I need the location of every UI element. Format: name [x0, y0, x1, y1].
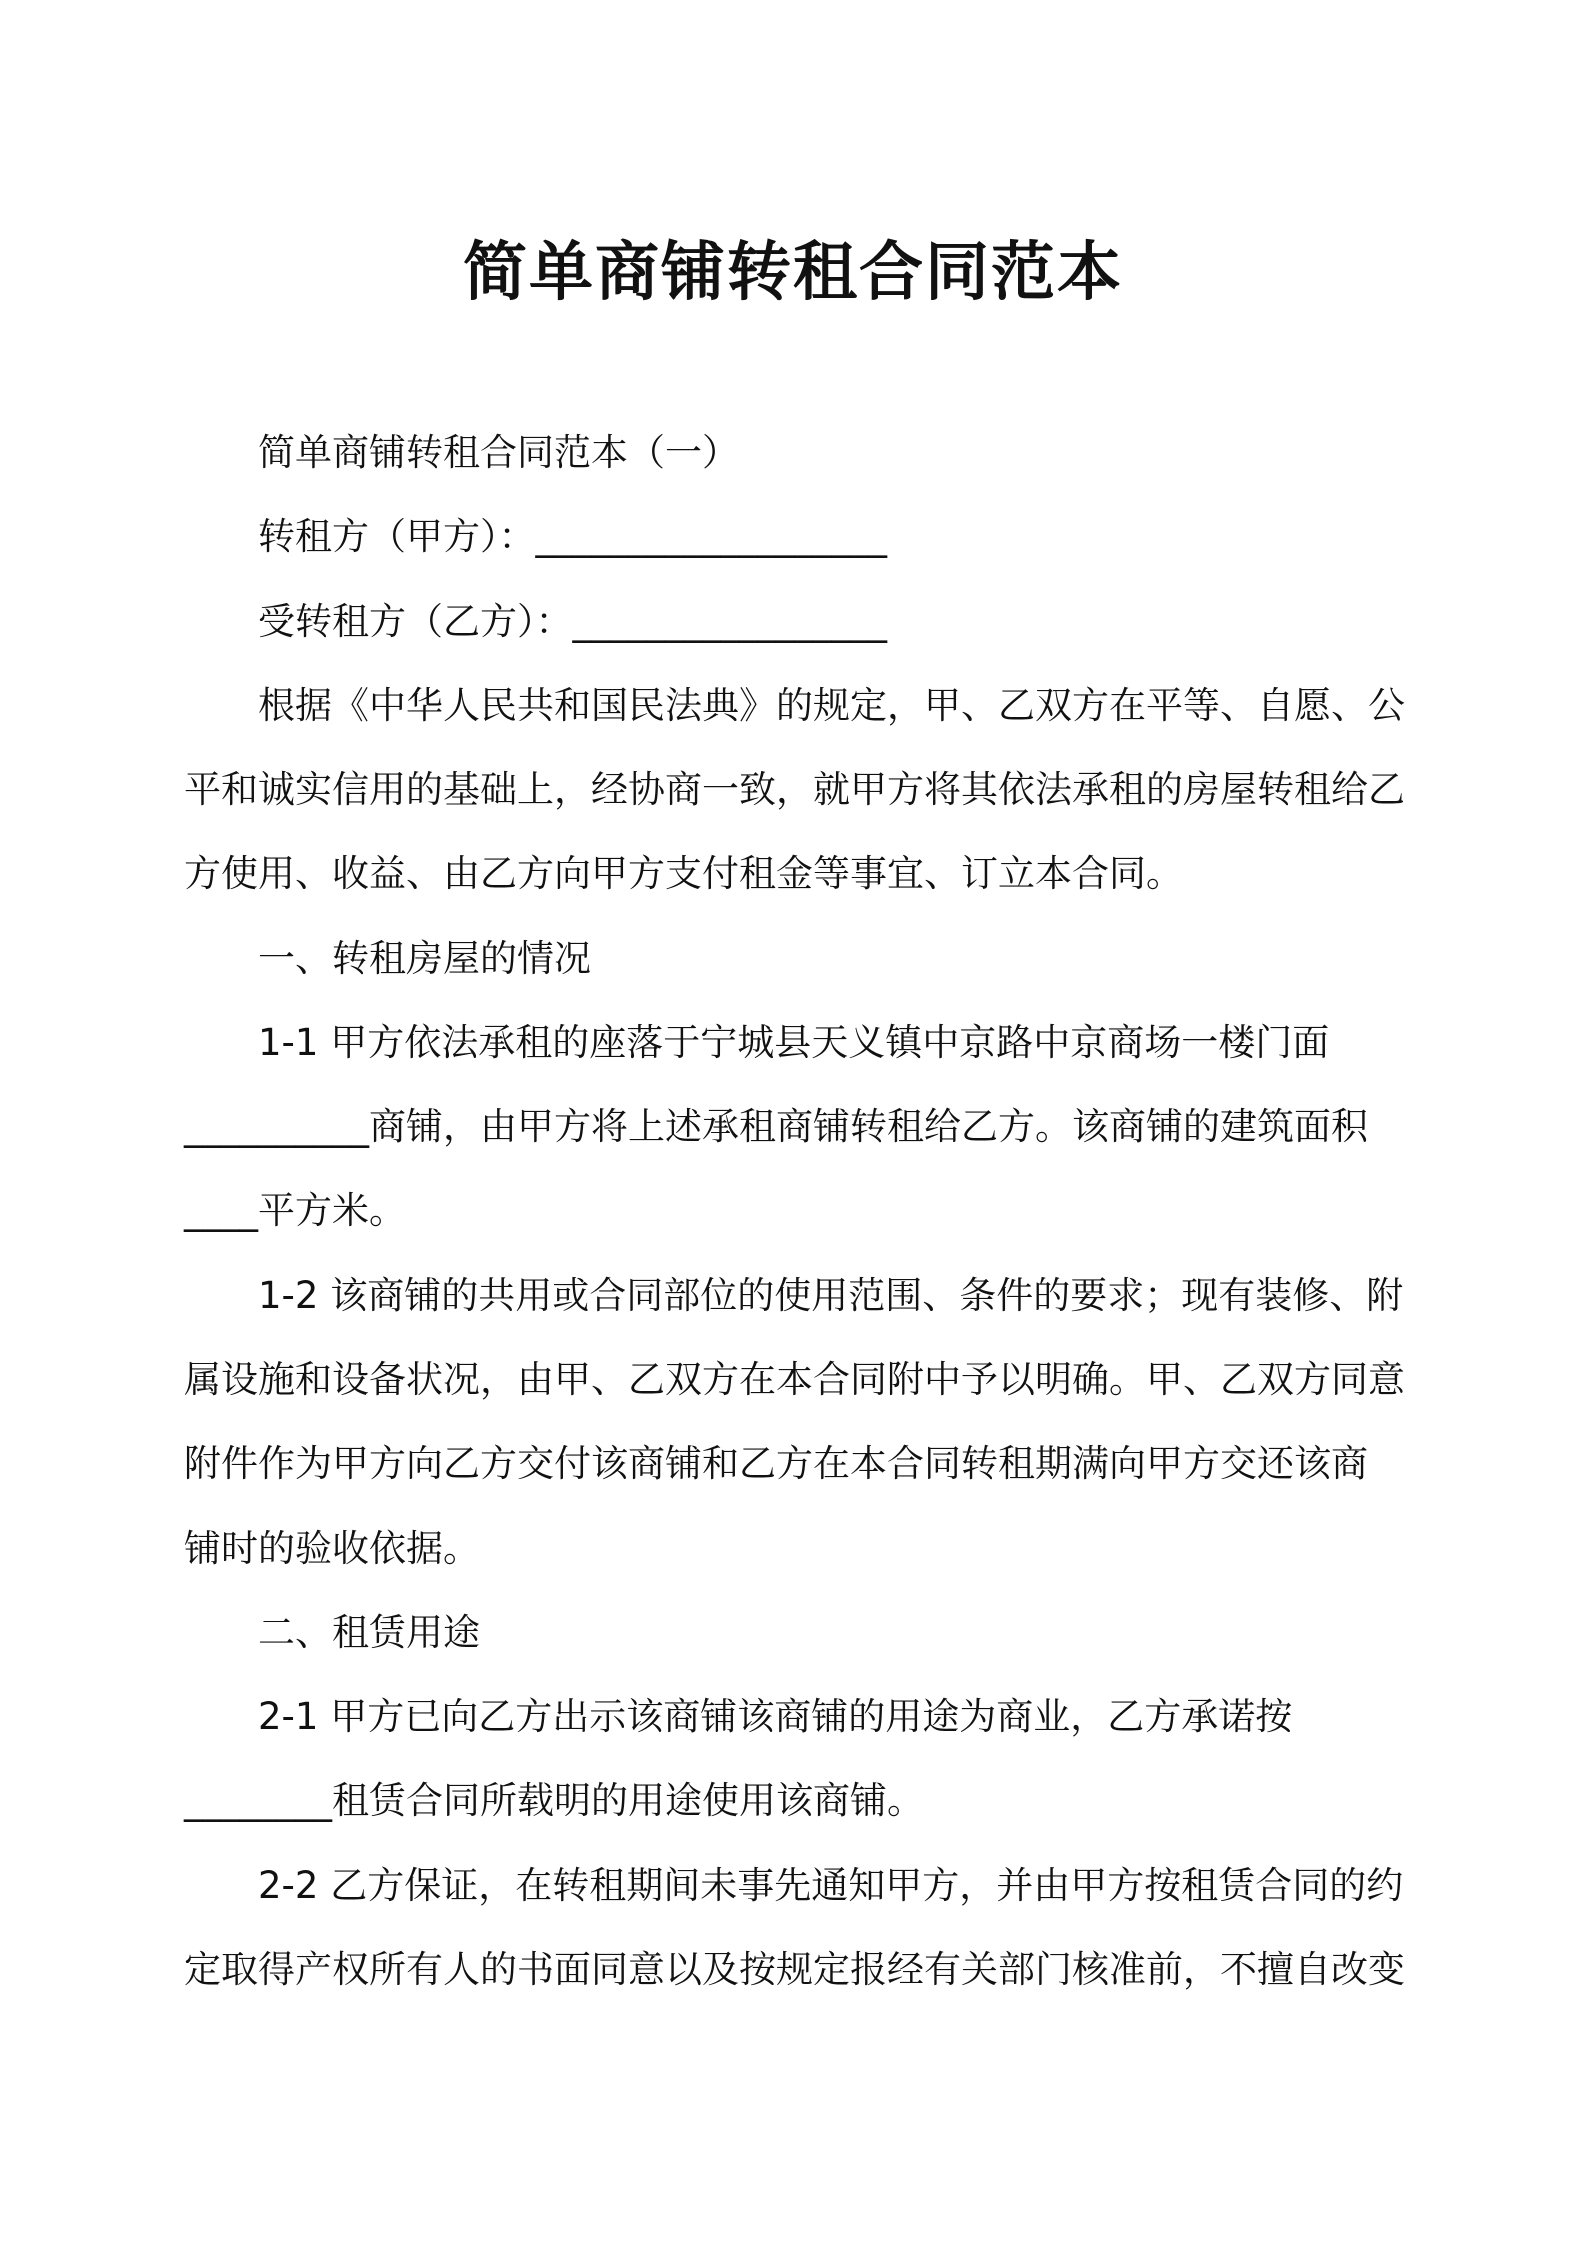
- section-heading: 简单商铺转租合同范本（一）: [258, 431, 739, 474]
- paragraph-line: 定取得产权所有人的书面同意以及按规定报经有关部门核准前，不擅自改变: [184, 1948, 1405, 1991]
- paragraph-line: ____平方米。: [184, 1189, 406, 1232]
- paragraph-line: 铺时的验收依据。: [184, 1527, 480, 1570]
- lessor-field: 转租方（甲方）：___________________: [258, 515, 887, 558]
- paragraph-line: 2-1 甲方已向乙方出示该商铺该商铺的用途为商业，乙方承诺按: [258, 1695, 1293, 1738]
- clause-heading: 二、租赁用途: [258, 1611, 480, 1654]
- paragraph-line: 平和诚实信用的基础上，经协商一致，就甲方将其依法承租的房屋转租给乙: [184, 768, 1405, 811]
- paragraph-line: 1-2 该商铺的共用或合同部位的使用范围、条件的要求；现有装修、附: [258, 1274, 1404, 1317]
- paragraph-line: ________租赁合同所载明的用途使用该商铺。: [184, 1779, 924, 1822]
- lessee-field: 受转租方（乙方）：_________________: [258, 600, 887, 643]
- paragraph-line: __________商铺，由甲方将上述承租商铺转租给乙方。该商铺的建筑面积: [184, 1105, 1368, 1148]
- paragraph-line: 附件作为甲方向乙方交付该商铺和乙方在本合同转租期满向甲方交还该商: [184, 1442, 1368, 1485]
- clause-heading: 一、转租房屋的情况: [258, 937, 591, 980]
- paragraph-line: 属设施和设备状况，由甲、乙双方在本合同附中予以明确。甲、乙双方同意: [184, 1358, 1405, 1401]
- document-title: 简单商铺转租合同范本: [463, 236, 1123, 310]
- paragraph-line: 方使用、收益、由乙方向甲方支付租金等事宜、订立本合同。: [184, 852, 1183, 895]
- paragraph-line: 2-2 乙方保证，在转租期间未事先通知甲方，并由甲方按租赁合同的约: [258, 1864, 1404, 1907]
- paragraph-line: 根据《中华人民共和国民法典》的规定，甲、乙双方在平等、自愿、公: [258, 684, 1405, 727]
- paragraph-line: 1-1 甲方依法承租的座落于宁城县天义镇中京路中京商场一楼门面: [258, 1021, 1330, 1064]
